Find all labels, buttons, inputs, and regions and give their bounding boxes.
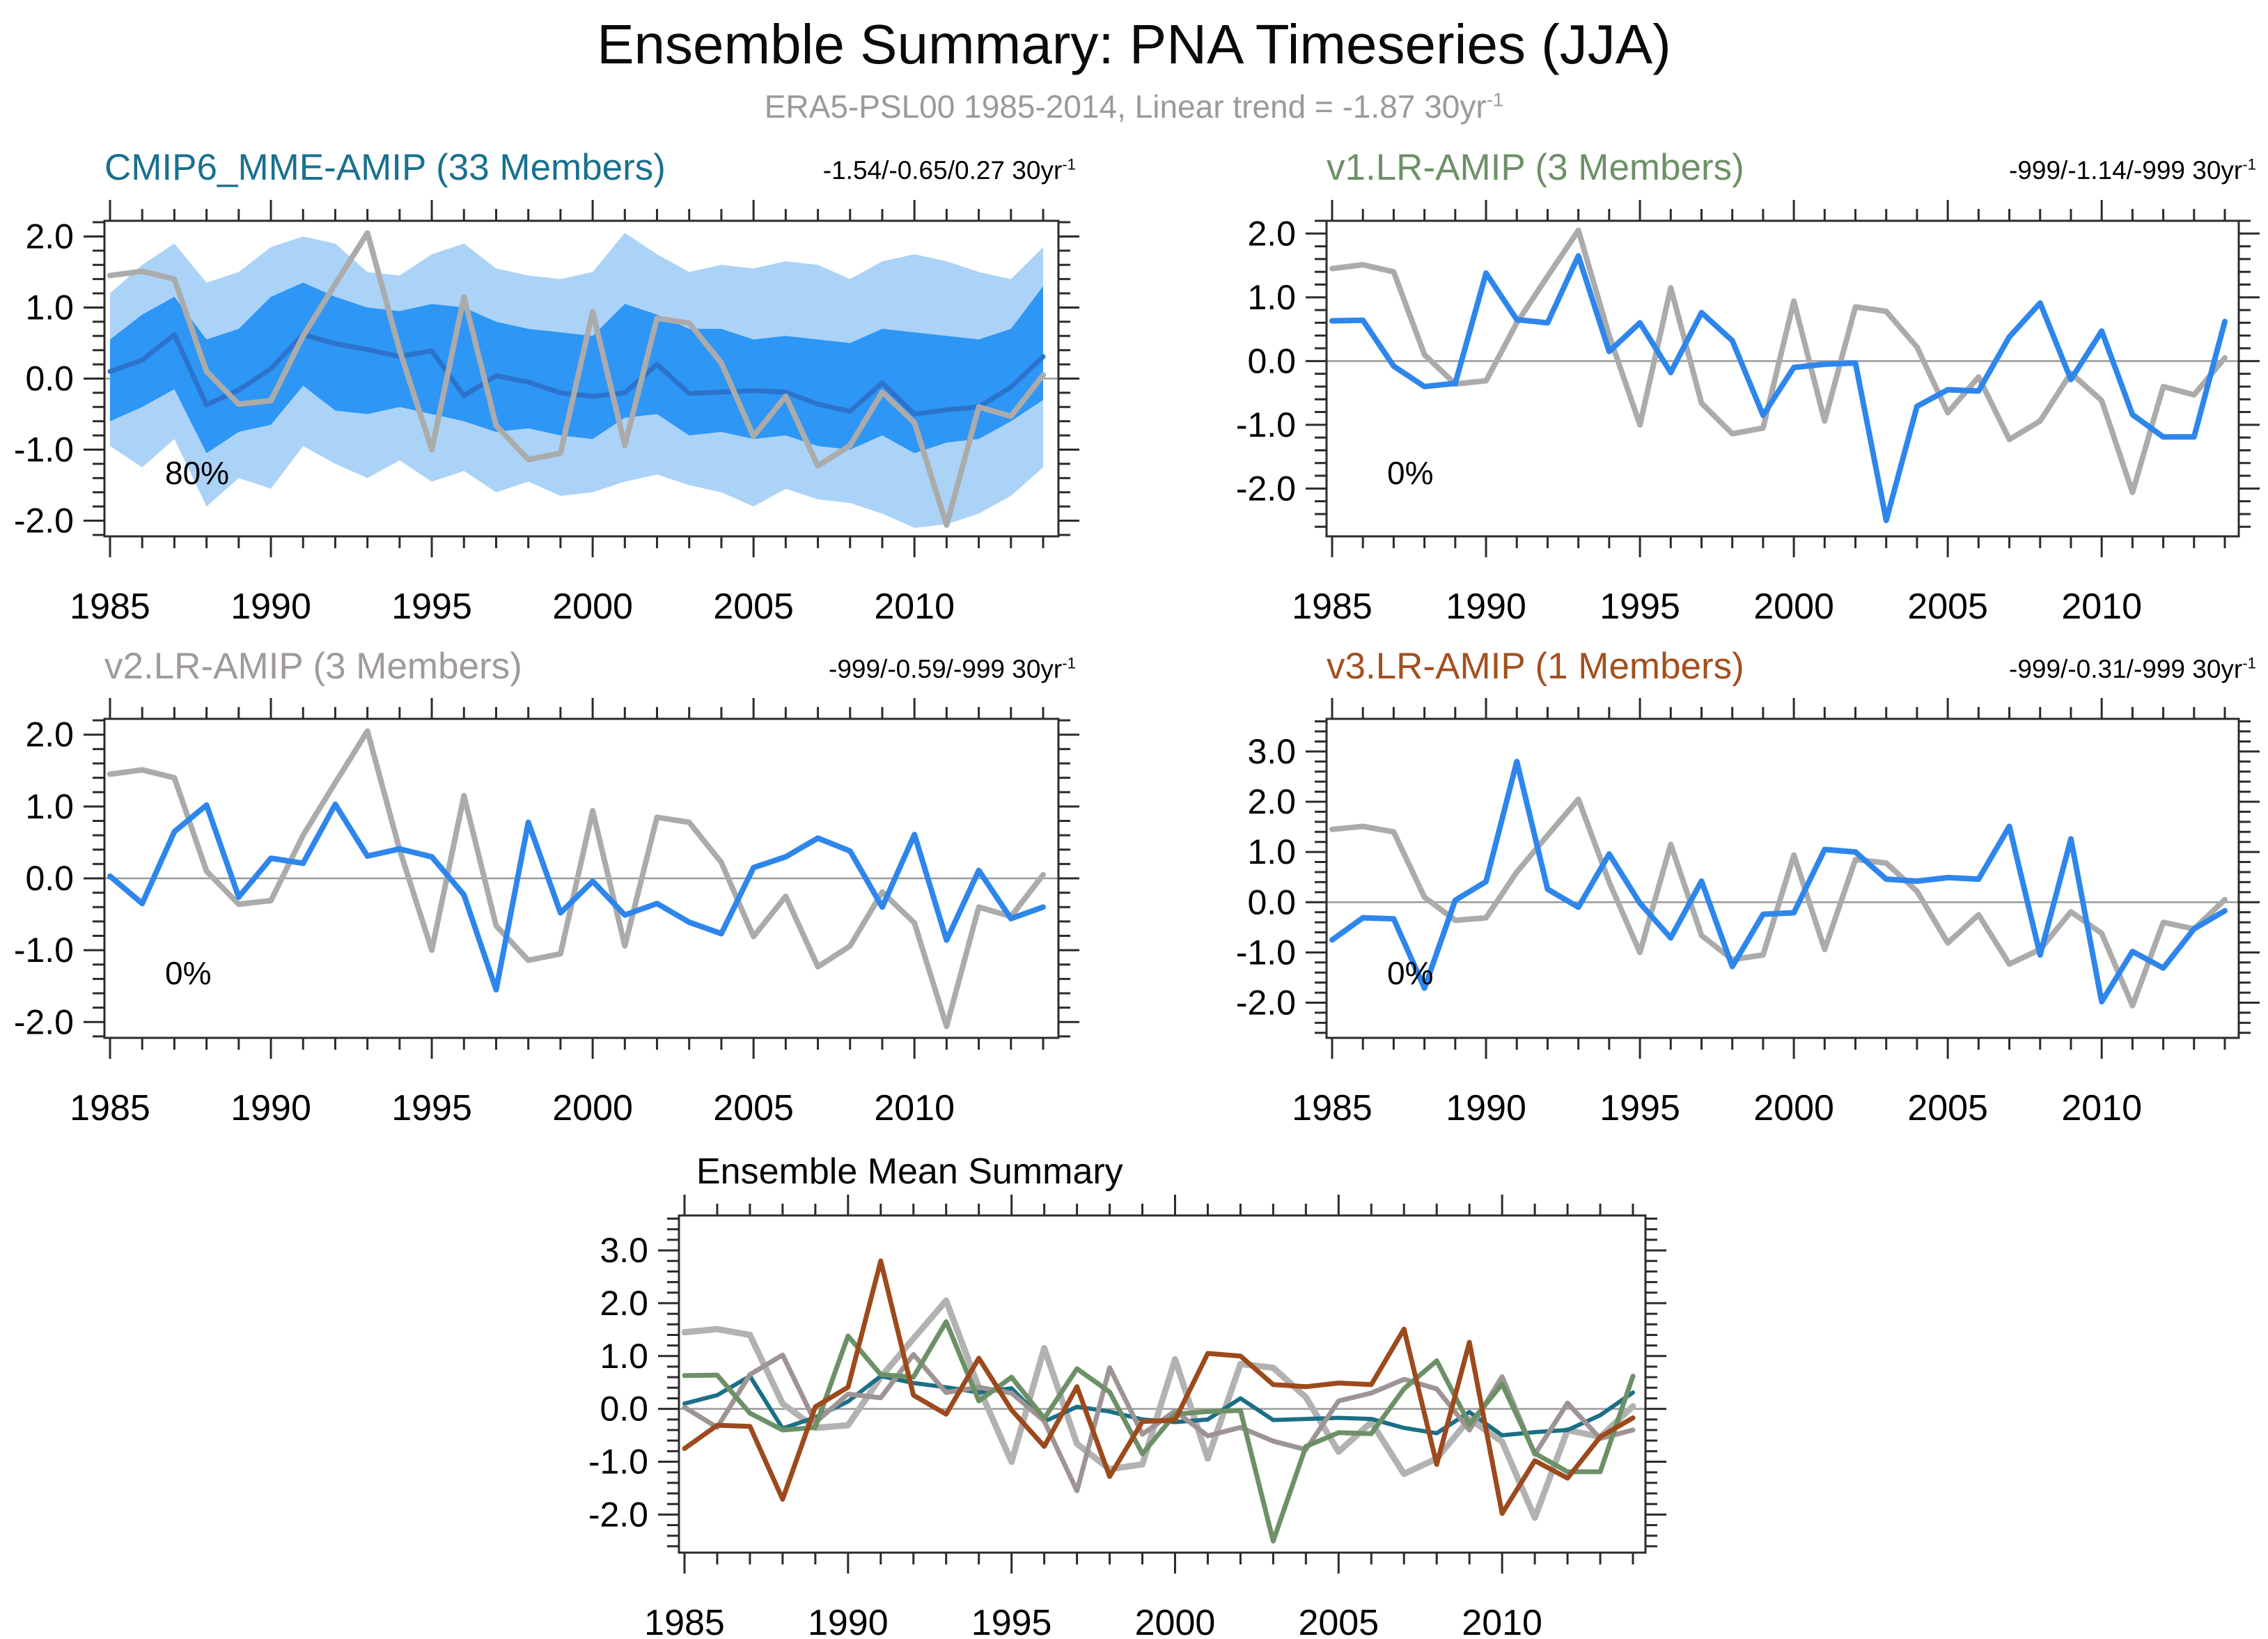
axis-ticks-summary [658, 1195, 1666, 1574]
x-tick-label: 2010 [2061, 587, 2143, 627]
y-tick-label: 1.0 [1247, 832, 1296, 872]
y-tick-label: -2.0 [588, 1495, 648, 1535]
y-tick-label: 3.0 [600, 1231, 648, 1271]
summary-panel-title: Ensemble Mean Summary [696, 1151, 1123, 1192]
y-tick-label: 0.0 [25, 359, 74, 398]
y-tick-label: 2.0 [1247, 782, 1296, 822]
y-tick-label: 1.0 [25, 288, 74, 327]
y-tick-label: -1.0 [588, 1442, 648, 1482]
x-tick-label: 2005 [713, 1088, 794, 1128]
y-tick-label: 1.0 [1247, 277, 1296, 317]
panel-title-cmip6: CMIP6_MME-AMIP (33 Members) [104, 147, 666, 188]
trend-label-v3: -999/-0.31/-999 $30yr^{-1}$ [2009, 654, 2256, 683]
panel-plot-cmip6 [104, 233, 1058, 527]
trend-label-v1: -999/-1.14/-999 $30yr^{-1}$ [2009, 155, 2256, 185]
x-tick-label: 1985 [644, 1603, 725, 1639]
series-line-v2_mean [110, 805, 1043, 990]
page-subtitle [0, 88, 2268, 125]
x-tick-label: 2010 [874, 1088, 955, 1128]
page-subtitle-text: ERA5-PSL00 1985-2014, Linear trend = -1.87 30yr [764, 88, 1487, 125]
significance-label-v3: 0% [1387, 955, 1434, 991]
y-tick-label: 2.0 [1247, 214, 1296, 254]
x-tick-label: 1995 [391, 1088, 472, 1128]
y-tick-label: -2.0 [1235, 469, 1296, 508]
x-tick-label: 2005 [713, 587, 794, 627]
x-tick-label: 1990 [230, 587, 311, 627]
axis-ticks-v3 [1306, 698, 2260, 1059]
x-tick-label: 1995 [1600, 1088, 1680, 1128]
y-tick-label: -1.0 [1235, 405, 1296, 444]
y-tick-label: 0.0 [1247, 883, 1296, 922]
panel-title-v3: v3.LR-AMIP (1 Members) [1327, 646, 1744, 687]
x-tick-label: 1990 [1446, 587, 1526, 627]
x-tick-label: 2005 [1907, 587, 1988, 627]
x-tick-label: 2005 [1298, 1603, 1379, 1639]
panel-plot-v1 [1327, 231, 2239, 520]
plot-frame-v1 [1327, 221, 2239, 536]
page-subtitle-exponent: -1 [1486, 88, 1504, 111]
y-tick-label: -2.0 [1235, 983, 1296, 1023]
significance-label-v1: 0% [1387, 455, 1434, 491]
x-tick-label: 2010 [2061, 1088, 2143, 1128]
x-tick-label: 1985 [1292, 587, 1372, 627]
x-tick-label: 2000 [552, 587, 633, 627]
y-tick-label: 2.0 [25, 715, 74, 754]
y-tick-label: -1.0 [13, 430, 74, 469]
panel-plot-v2 [104, 731, 1058, 1027]
y-tick-label: 0.0 [600, 1389, 648, 1429]
y-tick-label: 2.0 [25, 217, 74, 256]
series-line-v3_mean [1332, 761, 2225, 1002]
x-tick-label: 1990 [1446, 1088, 1526, 1128]
x-tick-label: 1995 [391, 587, 472, 627]
x-tick-label: 2005 [1907, 1088, 1988, 1128]
x-tick-label: 2000 [1134, 1603, 1216, 1639]
y-tick-label: -1.0 [1235, 933, 1296, 972]
y-tick-label: 1.0 [600, 1336, 648, 1376]
y-tick-label: 1.0 [25, 786, 74, 826]
x-tick-label: 1990 [230, 1088, 311, 1128]
y-tick-label: 0.0 [25, 859, 74, 898]
x-tick-label: 1995 [1600, 587, 1680, 627]
panel-plot-v3 [1327, 761, 2239, 1006]
y-tick-label: 2.0 [600, 1283, 648, 1323]
panel-title-v2: v2.LR-AMIP (3 Members) [104, 646, 522, 687]
trend-label-cmip6: -1.54/-0.65/0.27 $30yr^{-1}$ [822, 155, 1076, 185]
significance-label-cmip6: 80% [165, 455, 230, 491]
trend-label-v2: -999/-0.59/-999 $30yr^{-1}$ [829, 654, 1076, 683]
x-tick-label: 1995 [971, 1603, 1052, 1639]
page-title: Ensemble Summary: PNA Timeseries (JJA) [597, 13, 1671, 75]
significance-label-v2: 0% [165, 955, 212, 991]
x-tick-label: 2010 [874, 587, 955, 627]
y-tick-label: 3.0 [1247, 731, 1296, 771]
x-tick-label: 1985 [70, 1088, 150, 1128]
panel-title-v1: v1.LR-AMIP (3 Members) [1327, 147, 1744, 188]
x-tick-label: 1990 [807, 1603, 889, 1639]
y-tick-label: -1.0 [13, 931, 74, 970]
y-tick-label: 0.0 [1247, 341, 1296, 381]
y-tick-label: -2.0 [13, 1002, 74, 1042]
x-tick-label: 2000 [1753, 1088, 1834, 1128]
series-line-v3_mean [685, 1261, 1633, 1514]
y-tick-label: -2.0 [13, 501, 74, 541]
x-tick-label: 2000 [552, 1088, 633, 1128]
x-tick-label: 1985 [70, 587, 150, 627]
x-tick-label: 1985 [1292, 1088, 1372, 1128]
x-tick-label: 2010 [1462, 1603, 1542, 1639]
x-tick-label: 2000 [1753, 587, 1834, 627]
panel-plot-summary [679, 1261, 1645, 1541]
